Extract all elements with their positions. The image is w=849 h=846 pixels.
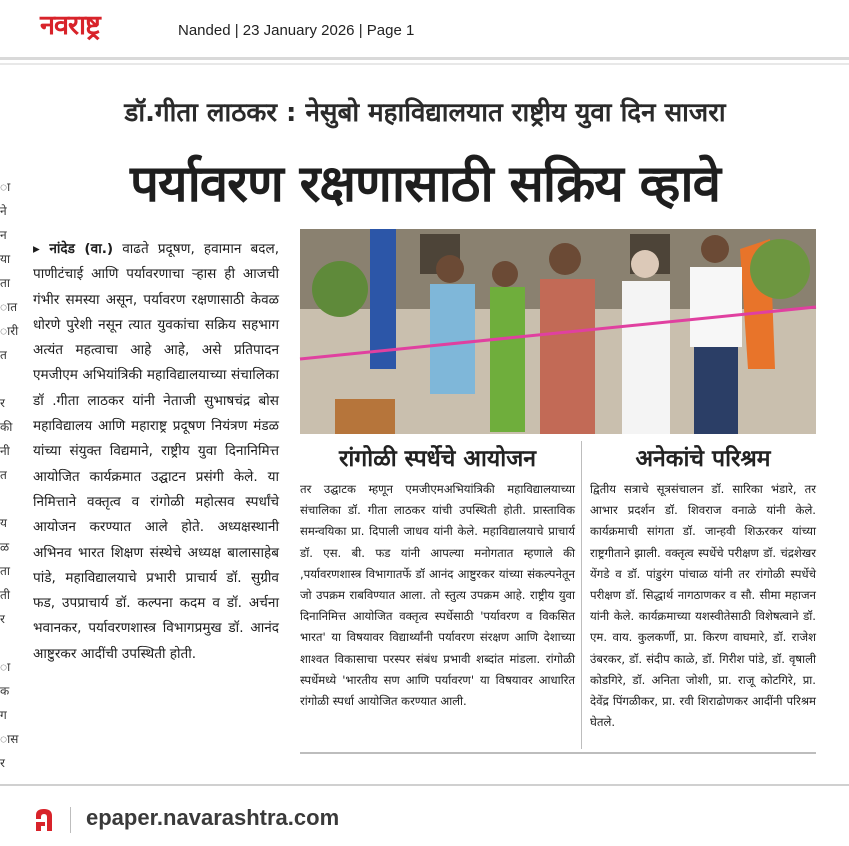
article-column-2: तर उद्घाटक म्हणून एमजीएमअभियांत्रिकी महाविद्यालयाच्या संचालिका डॉ. गीता लाठकर यांची उपस्थिती होती. प्रास्ताविक समन्वयिका प्रा. दिपाली जाधव यांनी केले. महाविद्यालयाचे प्राचार्य डॉ. एस. बी. फड यांनी आपल्या मनोगतात म्हणाले की ,पर्यावरणशास्त्र विभागातर्फे डॉ आनंद आष्टुरकर यांच्या संकल्पनेतून जो उपक्रम राबविण्यात आला. तो स्तुत्य उपक्रम आहे. राष्ट्रीय युवा दिनानिमित्त आयोजित वक्तृत्व स्पर्धेसाठी 'पर्यावरण व विकसित भारत' या विषयावर विद्यार्थ्यांनी पर्यावरण संरक्षण आणि देशाच्या शाश्वत विकासाचा परस्पर संबंध प्रभावी शब्दांत मांडला. रांगोळी स्पर्धेमध्ये 'भारतीय सण आणि पर्यावरण' या विषयावर आधारित रांगोळी स्पर्धा आयोजित करण्यात आली. — [300, 482, 575, 709]
edge-fragment: न — [0, 228, 7, 242]
newspaper-logo: नवराष्ट्र — [40, 10, 100, 41]
edge-fragment — [0, 367, 12, 391]
edge-fragment: त — [0, 348, 7, 362]
edge-fragment: ता — [0, 564, 10, 578]
article-column-3: द्वितीय सत्राचे सूत्रसंचालन डॉ. सारिका भंडारे, तर आभार प्रदर्शन डॉ. शिवराज वनाळे यांनी केले. कार्यक्रमाची सांगता डॉ. जान्हवी शिऊरकर यांच्या राष्ट्रगीताने झाली. वक्तृत्व स्पर्धेचे परीक्षण डॉ. चंद्रशेखर येंगडे व डॉ. पांडुरंग पांचाळ यांनी तर रांगोळी स्पर्धेचे परीक्षण डॉ. सिद्धार्थ नागठाणकर व सौ. सीमा महाजन यांनी केले. कार्यक्रमाच्या यशस्वीतेसाठी विशेषत्वाने डॉ. एम. वाय. कुलकर्णी, प्रा. किरण वाघमारे, डॉ. राजेश उंबरकर, डॉ. संदीप काळे, डॉ. गिरीश पांडे, डॉ. वृषाली कोडगिरे, डॉ. अनिता जोशी, प्रा. राजू कोटगिरे, प्रा. देवेंद्र पिंगळीकर, प्रा. रवी शिराढोणकर आदींनी परिश्रम घेतले. — [590, 482, 816, 730]
edge-fragment: ने — [0, 204, 7, 218]
article-dateline: ▸ नांदेड (वा.) — [33, 241, 114, 257]
event-photo-illustration — [300, 229, 816, 434]
footer-divider — [0, 784, 849, 786]
column-divider — [581, 441, 582, 749]
subheading-rangoli: रांगोळी स्पर्धेचे आयोजन — [338, 446, 537, 472]
edge-fragment: य — [0, 516, 7, 530]
edge-fragment: ा — [0, 660, 11, 674]
edge-fragment: या — [0, 252, 11, 266]
edge-fragment: ता — [0, 276, 10, 290]
edge-fragment: ळ — [0, 540, 10, 554]
event-photo — [300, 229, 816, 434]
navarashtra-logo-icon — [33, 807, 55, 833]
edge-fragment: ात — [0, 300, 18, 314]
edge-fragment — [0, 631, 12, 655]
edge-fragment: ा — [0, 180, 11, 194]
edge-fragment: ग — [0, 708, 7, 722]
edge-fragment: ास — [0, 732, 19, 746]
masthead-divider-secondary — [0, 63, 849, 65]
article-bottom-rule — [300, 752, 816, 754]
article-headline: पर्यावरण रक्षणासाठी सक्रिय व्हावे — [130, 155, 720, 214]
edition-dateline: Nanded | 23 January 2026 | Page 1 — [178, 22, 415, 39]
edge-fragment: क — [0, 684, 10, 698]
footer-separator — [70, 807, 71, 833]
subheading-efforts: अनेकांचे परिश्रम — [635, 446, 771, 472]
edge-fragment: ारी — [0, 324, 19, 338]
edge-fragment: की — [0, 420, 13, 434]
edge-fragment: ती — [0, 588, 10, 602]
edge-fragment — [0, 487, 12, 511]
edge-fragment: नी — [0, 444, 10, 458]
edge-fragment: त — [0, 468, 7, 482]
article-kicker: डॉ.गीता लाठकर : नेसुबो महाविद्यालयात राष्ट्रीय युवा दिन साजरा — [124, 98, 726, 128]
article-body-1: वाढते प्रदूषण, हवामान बदल, पाणीटंचाई आणि पर्यावरणाचा ऱ्हास ही आजची गंभीर समस्या असून, पर्यावरण रक्षणासाठी केवळ धोरणे पुरेशी नसून त्यात युवकांचा सक्रिय सहभाग अत्यंत महत्वाचा आहे आहे, असे प्रतिपादन एमजीएम अभियांत्रिकी महाविद्यालयाच्या संचालिका डॉ .गीता लाठकर यांनी नेताजी सुभाषचंद्र बोस महाविद्यालय आणि महाराष्ट्र प्रदूषण नियंत्रण मंडळ यांच्या संयुक्त विद्यमाने, राष्ट्रीय युवा दिनानिमित्त आयोजित कार्यक्रमात उद्घाटन प्रसंगी केले. या निमित्ताने वक्तृत्व व रांगोळी महोत्सव स्पर्धांचे आयोजन करण्यात आले होते. अध्यक्षस्थानी अभिनव भारत शिक्षण संस्थेचे अध्यक्ष बालासाहेब पांडे, महाविद्यालयाचे प्रभारी प्राचार्य डॉ. सुग्रीव फड, उपप्राचार्य डॉ. कल्पना कदम व डॉ. अर्चना भवानकर, पर्यावरणशास्त्र विभागप्रमुख डॉ. आनंद आष्टुरकर आदींची उपस्थिती होती. — [33, 241, 280, 662]
edge-fragment: र — [0, 756, 5, 770]
epaper-url[interactable]: epaper.navarashtra.com — [86, 805, 340, 830]
article-column-1 — [33, 237, 279, 667]
adjacent-article-fragment — [0, 175, 19, 775]
edge-fragment: र — [0, 612, 5, 626]
edge-fragment: र — [0, 396, 5, 410]
masthead-divider — [0, 57, 849, 60]
